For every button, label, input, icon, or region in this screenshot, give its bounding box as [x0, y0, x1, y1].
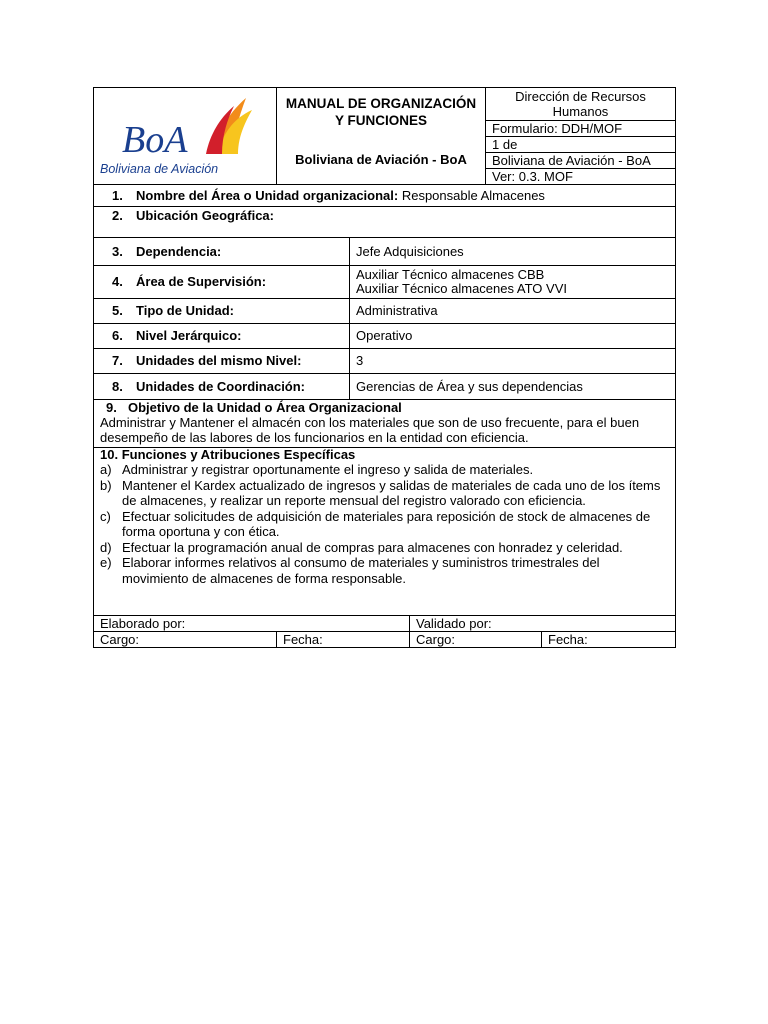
position-field: Cargo:	[410, 632, 542, 648]
validated-by-field: Validado por:	[410, 616, 676, 632]
list-item: e) Elaborar informes relativos al consumo de materiales y suministros trimestrales del movimiento de almacenes de forma responsable.	[100, 555, 600, 586]
row-dependency-label: 3. Dependencia:	[94, 238, 350, 266]
row-supervision-value	[350, 266, 676, 299]
body-table	[93, 184, 676, 616]
supervision-item: Auxiliar Técnico almacenes ATO VVI	[356, 281, 567, 296]
date-field: Fecha:	[277, 632, 410, 648]
row-supervision-label: 4. Área de Supervisión:	[94, 266, 350, 299]
row-value: Responsable Almacenes	[398, 187, 545, 203]
manual-subtitle: Boliviana de Aviación - BoA	[295, 152, 467, 167]
row-unit-type-label: 5. Tipo de Unidad:	[94, 299, 350, 324]
boa-logo	[94, 88, 275, 183]
row-same-level-value: 3	[350, 349, 676, 374]
row-label: Ubicación Geográfica:	[136, 208, 274, 223]
logo-cell	[94, 88, 277, 185]
meta-page: 1 de	[486, 137, 675, 153]
meta-department: Dirección de Recursos Humanos	[486, 88, 675, 121]
title-cell	[277, 88, 486, 185]
row-functions: 10. Funciones y Atribuciones Específicas a) Administrar y registrar oportunamente el ingreso y salida de materiales. b) Mantener el Kardex actualizado de ingresos y salidas de materiales de cada uno de los ítems de almacenes, y realizar un reporte mensual del registro valorado con eficiencia. c) Efectuar solicitudes de adquisición de materiales para reposición de stock de almacenes de forma oportuna y con ética. d) Efectuar la programación anual de compras para almacenes con honradez y celeridad. e) Elaborar informes relativos al consumo de materiales y suministros trimestrales del movimiento de almacenes de forma responsable.	[94, 448, 676, 616]
logo-text: BoA	[122, 119, 188, 161]
meta-table	[486, 88, 675, 184]
list-item: c) Efectuar solicitudes de adquisición de materiales para reposición de stock de almacenes de forma oportuna y con ética.	[100, 508, 651, 539]
list-item: d) Efectuar la programación anual de compras para almacenes con honradez y celeridad.	[100, 539, 623, 555]
functions-list	[94, 462, 669, 586]
meta-cell	[486, 88, 676, 185]
position-field: Cargo:	[94, 632, 277, 648]
header-table	[93, 87, 676, 185]
row-hierarchy-value: Operativo	[350, 324, 676, 349]
row-location	[94, 207, 676, 238]
prepared-by-field: Elaborado por:	[94, 616, 410, 632]
list-item: b) Mantener el Kardex actualizado de ingresos y salidas de materiales de cada uno de los ítems de almacenes, y realizar un reporte mensual del registro valorado con eficiencia.	[100, 477, 661, 508]
manual-title: MANUAL DE ORGANIZACIÓN Y FUNCIONES	[285, 96, 477, 128]
meta-company: Boliviana de Aviación - BoA	[486, 153, 675, 169]
row-dependency-value: Jefe Adquisiciones	[350, 238, 676, 266]
row-hierarchy-label: 6. Nivel Jerárquico:	[94, 324, 350, 349]
meta-form: Formulario: DDH/MOF	[486, 121, 675, 137]
meta-version: Ver: 0.3. MOF	[492, 169, 573, 184]
date-field: Fecha:	[542, 632, 676, 648]
row-coordination-value: Gerencias de Área y sus dependencias	[350, 374, 676, 400]
row-unit-type-value: Administrativa	[350, 299, 676, 324]
row-number: 1.	[112, 187, 123, 203]
row-area-name	[94, 185, 676, 207]
document	[93, 87, 675, 648]
logo-subtext: Boliviana de Aviación	[100, 162, 219, 176]
row-objective: 9. Objetivo de la Unidad o Área Organizacional Administrar y Mantener el almacén con los materiales que son de uso frecuente, para el buen desempeño de las labores de los funcionarios en la entidad con eficiencia.	[94, 400, 676, 448]
list-item: a) Administrar y registrar oportunamente el ingreso y salida de materiales.	[100, 462, 534, 477]
supervision-item: Auxiliar Técnico almacenes CBB	[356, 267, 545, 282]
row-number: 2.	[112, 208, 123, 223]
objective-text: Administrar y Mantener el almacén con los materiales que son de uso frecuente, para el buen desempeño de las labores de los funcionarios en la entidad con eficiencia.	[100, 415, 640, 445]
objective-heading: Objetivo de la Unidad o Área Organizacional	[128, 400, 402, 415]
signature-table	[93, 615, 676, 648]
functions-heading: Funciones y Atribuciones Específicas	[121, 447, 356, 462]
row-same-level-label: 7. Unidades del mismo Nivel:	[94, 349, 350, 374]
row-label: Nombre del Área o Unidad organizacional:	[136, 187, 399, 203]
row-coordination-label: 8. Unidades de Coordinación:	[94, 374, 350, 400]
